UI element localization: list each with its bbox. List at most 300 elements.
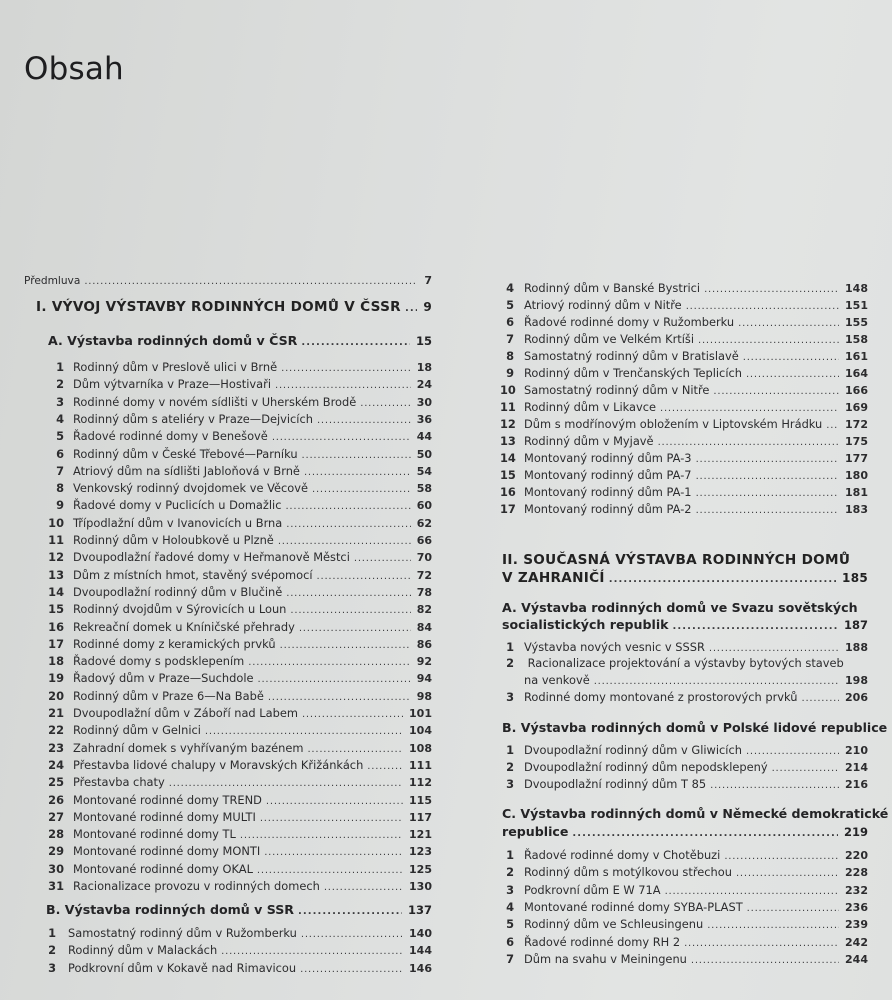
entry-number: 20 [48,688,64,703]
toc-entry[interactable] [500,281,868,297]
leader-dots [302,448,411,463]
entry-label: Dvoupodlažní rodinný dům nepodsklepený [524,760,768,774]
toc-entry[interactable] [500,502,868,518]
entry-label: Montované rodinné domy SYBA-PLAST [524,899,743,914]
entry-label: Řadový dům v Praze—Suchdole [73,671,254,686]
entry-page: 161 [845,350,868,363]
toc-entry[interactable] [500,383,868,399]
entry-page: 94 [416,672,432,686]
toc-entry[interactable] [500,349,868,365]
toc-entry[interactable] [44,429,432,445]
section-label: republice [502,824,569,839]
toc-entry-preface[interactable] [24,273,432,289]
entry-label: Dům na svahu v Meiningenu [524,951,687,966]
toc-entry[interactable] [500,434,868,450]
toc-entry[interactable] [44,395,432,411]
leader-dots [324,880,403,895]
entry-label: Rekreační domek u Kníničské přehrady [73,619,295,634]
entry-label: Samostatný rodinný dům v Ružomberku [68,926,297,940]
entry-number: 5 [506,917,514,932]
section-page: 137 [407,903,432,917]
entry-page: 155 [845,316,868,329]
leader-dots [736,866,839,881]
toc-entry[interactable] [500,400,868,416]
leader-dots [302,707,403,722]
entry-number: 13 [48,567,64,582]
entry-label: Řadové rodinné domy v Benešově [73,429,268,444]
leader-dots [280,638,411,653]
entry-label: Rodinné domy montované z prostorových prvků [524,690,798,704]
toc-part-1[interactable] [36,300,432,316]
entry-number: 8 [56,481,64,496]
toc-entry[interactable] [44,585,432,601]
toc-entry[interactable] [44,654,432,670]
entry-page: 66 [416,534,432,547]
entry-label: Přestavba chaty [73,775,165,790]
entry-label-line1: Racionalizace projektování a výstavby bytových staveb [527,656,844,670]
toc-part-2-line1[interactable]: II. SOUČASNÁ VÝSTAVBA RODINNÝCH DOMŮ [502,552,851,568]
entry-number: 19 [48,671,64,686]
leader-dots [258,672,411,687]
entry-number: 2 [56,377,64,392]
entry-number: 25 [48,775,64,790]
leader-dots [301,335,410,350]
entry-page: 18 [416,361,432,374]
entry-label: Podkrovní dům v Kokavě nad Rimavicou [68,960,297,975]
entry-number: 27 [48,809,64,824]
toc-entry[interactable] [44,961,432,977]
entry-label: Řadové rodinné domy v Ružomberku [524,315,735,329]
leader-dots [713,384,839,399]
entry-page: 242 [845,935,868,949]
entry-label: Montovaný rodinný dům PA-1 [524,485,692,499]
entry-number: 3 [506,690,514,704]
entry-page: 123 [409,845,432,859]
entry-page: 130 [409,880,432,893]
entry-label: Atriový dům na sídlišti Jabloňová v Brně [73,463,300,478]
leader-dots [268,690,411,705]
entry-number: 3 [48,960,56,975]
leader-dots [264,845,403,860]
entry-number: 21 [48,706,64,720]
entry-page: 111 [409,758,432,772]
toc-entry[interactable] [44,498,432,514]
leader-dots [260,811,403,826]
entry-label: Montované rodinné domy MONTI [73,844,261,859]
leader-dots [248,655,410,670]
entry-label: Dvoupodlažní rodinný dům T 85 [524,777,707,791]
toc-entry[interactable] [502,760,868,776]
entry-page: 54 [416,464,432,478]
entry-label: Rodinný dům s motýlkovou střechou [524,865,732,880]
toc-entry[interactable] [44,844,432,860]
leader-dots [290,603,410,618]
toc-entry[interactable] [44,481,432,497]
entry-number: 17 [48,636,64,651]
toc-entry[interactable] [44,360,432,376]
entry-label: Rodinný dům v Preslově ulici v Brně [73,360,278,374]
toc-entry[interactable] [44,464,432,480]
toc-entry[interactable] [502,690,868,706]
toc-section-2a[interactable] [502,617,868,634]
entry-page: 151 [845,299,868,312]
entry-label: Samostatný rodinný dům v Nitře [524,383,710,397]
entry-number: 16 [48,619,64,634]
toc-section-2c-line1[interactable]: C. Výstavba rodinných domů v Německé demokratické [502,806,889,821]
entry-page: 228 [845,866,868,880]
entry-page: 60 [416,499,432,513]
entry-page: 58 [416,482,432,496]
entry-label: Rodinný dům v Banské Bystrici [524,281,701,295]
leader-dots [317,413,411,428]
leader-dots [826,418,839,433]
toc-entry[interactable] [44,723,432,739]
entry-page: 180 [845,469,868,482]
entry-number: 4 [506,899,514,914]
toc-entry[interactable] [500,298,868,314]
entry-page: 140 [409,927,432,940]
entry-number: 24 [48,757,64,772]
entry-label: Předmluva [24,275,81,287]
entry-label: Rodinný dům ve Schleusingenu [524,917,704,932]
toc-section-2b[interactable] [502,720,888,737]
section-page: 187 [843,618,868,632]
entry-label: Rodinný dvojdům v Sýrovicích u Loun [73,602,287,617]
leader-dots [696,452,839,467]
leader-dots [169,776,403,791]
entry-page: 244 [845,952,868,966]
toc-entry[interactable] [44,377,432,393]
toc-entry[interactable] [44,568,432,584]
toc-entry[interactable] [44,943,432,959]
entry-label: Řadové rodinné domy RH 2 [524,934,681,949]
entry-number: 23 [48,740,64,755]
toc-part-2[interactable] [502,571,868,587]
entry-number: 29 [48,844,64,859]
toc-entry[interactable] [44,775,432,791]
part-label: I. VÝVOJ VÝSTAVBY RODINNÝCH DOMŮ V ČSSR [36,299,401,315]
toc-entry[interactable] [44,447,432,463]
section-label: socialistických republik [502,617,669,632]
entry-label: Řadové rodinné domy v Chotěbuzi [524,848,721,862]
leader-dots [278,534,411,549]
toc-entry[interactable] [44,620,432,636]
entry-page: 70 [416,551,432,565]
entry-label: Dům výtvarníka v Praze—Hostivaři [73,377,271,392]
entry-label: Rodinný dům v České Třebové—Parníku [73,446,298,461]
leader-dots [609,572,836,587]
entry-label: Třípodlažní dům v Ivanovicích u Brna [73,515,283,530]
toc-entry[interactable] [502,865,868,881]
entry-number: 9 [506,366,514,380]
toc-entry[interactable] [44,741,432,757]
entry-number: 6 [506,934,514,949]
entry-number: 5 [506,298,514,312]
toc-entry[interactable] [44,671,432,687]
leader-dots [696,503,839,518]
entry-page: 175 [845,435,868,448]
entry-number: 30 [48,861,64,876]
entry-number: 7 [506,332,514,346]
entry-label: Zahradní domek s vyhřívaným bazénem [73,740,304,755]
entry-label: Montované rodinné domy TREND [73,792,262,807]
entry-label: Montované rodinné domy OKAL [73,861,253,876]
entry-page: 44 [416,430,432,444]
section-page: 219 [843,825,868,839]
leader-dots [266,794,403,809]
toc-entry[interactable] [44,879,432,895]
leader-dots [300,962,403,977]
entry-number: 7 [56,463,64,478]
entry-number: 12 [500,417,516,431]
entry-label: Řadové domy s podsklepením [73,654,245,669]
leader-dots [286,517,410,532]
toc-entry[interactable] [44,533,432,549]
entry-number: 2 [506,865,514,880]
entry-page: 148 [845,282,868,295]
entry-number: 9 [56,498,64,513]
entry-number: 4 [56,411,64,426]
entry-label: Venkovský rodinný dvojdomek ve Věcově [73,481,309,496]
toc-entry[interactable] [502,640,868,656]
toc-entry[interactable] [500,315,868,331]
entry-page: 239 [845,918,868,932]
toc-entry[interactable] [502,777,868,793]
toc-entry[interactable] [44,810,432,826]
toc-section-2a-line1[interactable]: A. Výstavba rodinných domů ve Svazu sovětských [502,600,858,615]
leader-dots [665,884,839,899]
leader-dots [312,482,411,497]
entry-number: 8 [506,349,514,363]
toc-entry[interactable] [500,332,868,348]
leader-dots [285,499,410,514]
toc-entry[interactable] [44,706,432,722]
toc-entry[interactable] [502,883,868,899]
entry-label: Montovaný rodinný dům PA-2 [524,502,692,516]
entry-number: 6 [506,315,514,329]
entry-number: 1 [506,848,514,862]
entry-number: 5 [56,429,64,444]
section-label: B. Výstavba rodinných domů v Polské lidové republice [502,720,888,735]
entry-page: 30 [416,395,432,409]
entry-page: 214 [845,761,868,774]
leader-dots [272,430,411,445]
entry-label: Rodinný dům v Likavce [524,400,656,414]
toc-entry[interactable] [502,917,868,933]
entry-number: 15 [48,602,64,617]
toc-entry[interactable] [44,862,432,878]
entry-page: 181 [845,486,868,499]
entry-page: 188 [845,641,868,654]
toc-entry[interactable] [44,602,432,618]
entry-label: Rodinné domy z keramických prvků [73,636,276,651]
toc-entry[interactable] [44,793,432,809]
entry-number: 18 [48,654,64,669]
entry-page: 98 [416,689,432,703]
leader-dots [240,828,403,843]
leader-dots [684,936,839,951]
toc-entry[interactable] [44,926,432,942]
leader-dots [594,674,839,689]
toc-entry[interactable] [524,673,868,689]
toc-entry[interactable] [44,516,432,532]
entry-number: 3 [56,394,64,409]
leader-dots [360,396,410,411]
leader-dots [709,641,839,656]
entry-page: 101 [409,707,432,720]
toc-entry[interactable] [44,758,432,774]
entry-page: 24 [416,378,432,392]
leader-dots [205,724,403,739]
leader-dots [710,778,839,793]
entry-label: Atriový rodinný dům v Nitře [524,298,682,312]
entry-page: 62 [416,516,432,530]
section-label: B. Výstavba rodinných domů v SSR [46,902,295,917]
leader-dots [658,435,839,450]
toc-entry[interactable] [44,550,432,566]
toc-entry[interactable] [502,900,868,916]
leader-dots [84,274,418,289]
part-page: 9 [423,300,432,314]
entry-page: 92 [416,655,432,669]
toc-entry-line1[interactable] [502,656,844,671]
leader-dots [698,333,839,348]
entry-number: 2 [506,760,514,774]
leader-dots [317,569,411,584]
entry-page: 236 [845,900,868,914]
entry-page: 117 [409,810,432,824]
leader-dots [743,350,839,365]
leader-dots [738,316,839,331]
toc-section-1a[interactable] [48,333,432,350]
entry-label: Rodinný dům v Praze 6—Na Babě [73,688,264,703]
toc-entry[interactable] [502,848,868,864]
entry-page: 158 [845,333,868,346]
entry-number: 2 [506,656,514,670]
entry-number: 1 [56,360,64,374]
entry-page: 115 [409,793,432,807]
toc-entry[interactable] [44,412,432,428]
toc-section-2c[interactable] [502,824,868,841]
toc-entry[interactable] [44,689,432,705]
leader-dots [686,299,839,314]
entry-page: 86 [416,637,432,651]
leader-dots [704,282,839,297]
entry-number: 3 [506,882,514,897]
entry-page: 172 [845,418,868,431]
leader-dots [281,361,411,376]
toc-entry[interactable] [44,637,432,653]
entry-number: 10 [500,383,516,397]
toc-entry[interactable] [500,417,868,433]
toc-entry[interactable] [500,485,868,501]
entry-label: Dům z místních hmot, stavěný svépomocí [73,567,313,582]
entry-number: 1 [48,926,56,940]
toc-section-1b[interactable] [46,902,432,919]
entry-page: 104 [409,724,432,738]
leader-dots [747,901,839,916]
part-label: V ZAHRANIČÍ [502,570,605,586]
toc-entry[interactable] [500,468,868,484]
entry-label: Přestavba lidové chalupy v Moravských Křižánkách [73,757,364,772]
page-title: Obsah [24,50,124,87]
entry-number: 3 [506,777,514,791]
entry-number: 28 [48,827,64,842]
entry-page: 220 [845,849,868,862]
section-label: A. Výstavba rodinných domů v ČSR [48,333,298,348]
leader-dots [405,301,417,316]
entry-label: Rodinný dům v Trenčanských Teplicích [524,366,742,380]
section-page: 15 [415,334,432,348]
entry-label: Podkrovní dům E W 71A [524,882,661,897]
entry-label: Dvoupodlažní řadové domy v Heřmanově Městci [73,550,350,565]
entry-label: Dvoupodlažní rodinný dům v Blučině [73,584,283,599]
entry-number: 13 [500,434,516,448]
leader-dots [299,621,411,636]
entry-label: Montované rodinné domy MULTI [73,809,256,824]
toc-entry[interactable] [502,952,868,968]
entry-number: 26 [48,792,64,807]
entry-label: Rodinné domy v novém sídlišti v Uherském Brodě [73,394,357,409]
toc-entry[interactable] [500,366,868,382]
entry-number: 1 [506,743,514,757]
entry-page: 125 [409,862,432,876]
leader-dots [696,469,839,484]
leader-dots [772,761,839,776]
entry-number: 31 [48,879,64,893]
toc-entry[interactable] [44,827,432,843]
entry-page: 50 [416,447,432,461]
entry-number: 22 [48,723,64,738]
entry-number: 6 [56,446,64,461]
leader-dots [221,944,403,959]
leader-dots [257,863,403,878]
entry-page: 72 [416,568,432,582]
leader-dots [696,486,839,501]
entry-page: 164 [845,367,868,380]
leader-dots [286,586,410,601]
entry-label: Dům s modřínovým obložením v Liptovském Hrádku [524,417,823,431]
entry-label: Racionalizace provozu v rodinných domech [73,879,320,893]
entry-label: na venkově [524,673,590,687]
leader-dots [660,401,839,416]
entry-page: 78 [416,585,432,599]
leader-dots [691,953,839,968]
entry-page: 166 [845,384,868,397]
entry-page: 198 [845,674,868,687]
entry-label: Dvoupodlažní rodinný dům v Gliwicích [524,743,742,757]
entry-number: 10 [48,515,64,530]
entry-page: 108 [409,741,432,755]
entry-label: Rodinný dům v Holoubkově u Plzně [73,533,274,547]
toc-entry[interactable] [502,743,868,759]
entry-number: 7 [506,951,514,966]
toc-entry[interactable] [502,935,868,951]
leader-dots [304,465,411,480]
leader-dots [673,619,838,634]
entry-label: Řadové domy v Puclicích u Domažlic [73,498,282,513]
entry-page: 7 [424,274,432,287]
entry-page: 210 [845,744,868,757]
entry-number: 11 [48,533,64,547]
entry-label: Výstavba nových vesnic v SSSR [524,640,705,654]
entry-page: 121 [409,828,432,842]
entry-number: 15 [500,468,516,482]
entry-page: 82 [416,603,432,617]
entry-page: 177 [845,452,868,465]
toc-entry[interactable] [500,451,868,467]
entry-label: Rodinný dům v Malackách [68,943,218,958]
